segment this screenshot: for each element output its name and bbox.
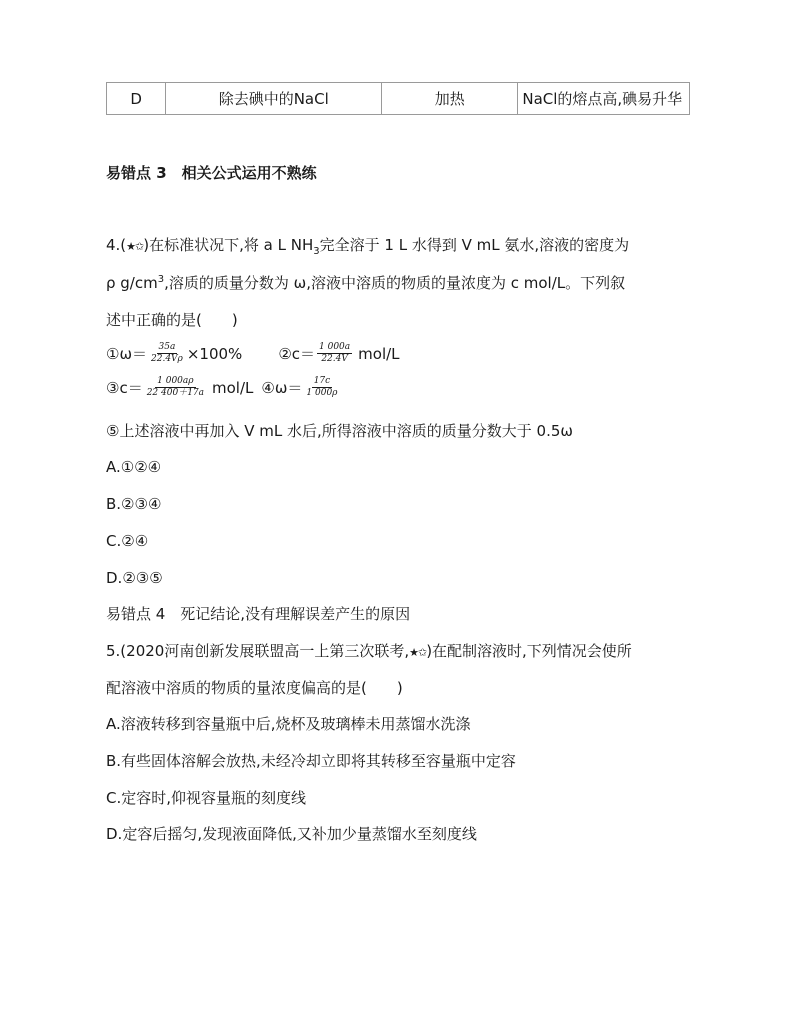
section3-heading: 易错点 3 相关公式运用不熟练 — [106, 164, 317, 182]
method-cell: 加热 — [382, 83, 518, 115]
row-label-cell: D — [107, 83, 166, 115]
q4-line2-a: ρ g/cm — [106, 274, 158, 292]
options-table — [106, 82, 690, 115]
q4-option-b[interactable]: B.②③④ — [106, 495, 162, 513]
cm3-superscript: 3 — [157, 274, 165, 285]
statement-row-1-2 — [106, 342, 400, 365]
q5-option-c[interactable]: C.定容时,仰视容量瓶的刻度线 — [106, 789, 307, 807]
q5-text-b: )在配制溶液时,下列情况会使所 — [426, 642, 632, 660]
statement-2-tail: mol/L — [358, 344, 400, 363]
statement-3-tail: mol/L — [212, 378, 254, 397]
statement-3-label: ③c＝ — [106, 379, 143, 397]
statement-1-tail: ×100% — [186, 344, 243, 363]
statement-5: ⑤上述溶液中再加入 V mL 水后,所得溶液中溶质的质量分数大于 0.5ω — [106, 422, 573, 440]
q4-text-a: )在标准状况下,将 a L NH — [143, 236, 314, 254]
q5-line2: 配溶液中溶质的物质的量浓度偏高的是( ) — [106, 679, 403, 697]
statement-1-fraction — [149, 342, 185, 365]
statement-row-3-4 — [106, 376, 341, 399]
q5-option-b[interactable]: B.有些固体溶解会放热,未经冷却立即将其转移至容量瓶中定容 — [106, 752, 516, 770]
reason-cell: NaCl的熔点高,碘易升华 — [518, 83, 690, 115]
fraction-numerator: 1 000aρ — [157, 376, 194, 386]
q5-text-a: 5.(2020河南创新发展联盟高一上第三次联考, — [106, 642, 410, 660]
statement-2-fraction — [317, 342, 352, 365]
difficulty-stars-icon: ★✩ — [126, 240, 144, 253]
fraction-numerator: 17c — [313, 376, 331, 386]
q5-line1 — [106, 640, 632, 661]
fraction-denominator: 22.4V — [321, 354, 348, 364]
fraction-denominator: 22 400＋17a — [146, 388, 205, 398]
q4-option-a[interactable]: A.①②④ — [106, 458, 162, 476]
q4-option-d[interactable]: D.②③⑤ — [106, 569, 163, 587]
fraction-numerator: 1 000a — [319, 342, 351, 352]
difficulty-stars-icon: ★✩ — [409, 646, 427, 659]
q4-line3: 述中正确的是( ) — [106, 311, 238, 329]
fraction-denominator: 22.4Vρ — [151, 354, 183, 364]
nh3-subscript: 3 — [313, 246, 320, 257]
fraction-numerator: 35a — [158, 342, 176, 352]
q5-option-d[interactable]: D.定容后摇匀,发现液面降低,又补加少量蒸馏水至刻度线 — [106, 825, 477, 843]
table-row — [107, 83, 690, 115]
statement-3-fraction — [145, 376, 206, 399]
q4-line2-b: ,溶质的质量分数为 ω,溶液中溶质的物质的量浓度为 c mol/L。下列叙 — [164, 274, 626, 292]
purpose-cell: 除去碘中的NaCl — [166, 83, 382, 115]
q4-text-b: 完全溶于 1 L 水得到 V mL 氨水,溶液的密度为 — [319, 236, 630, 254]
q5-option-a[interactable]: A.溶液转移到容量瓶中后,烧杯及玻璃棒未用蒸馏水洗涤 — [106, 715, 471, 733]
section4-heading: 易错点 4 死记结论,没有理解误差产生的原因 — [106, 605, 411, 623]
q4-line2 — [106, 272, 625, 293]
q4-number: 4.( — [106, 236, 127, 254]
q4-line1 — [106, 234, 629, 257]
fraction-denominator: 1 000ρ — [306, 388, 338, 398]
statement-4-label: ④ω＝ — [261, 379, 303, 397]
statement-1-label: ①ω＝ — [106, 345, 148, 363]
q4-option-c[interactable]: C.②④ — [106, 532, 149, 550]
statement-4-fraction — [304, 376, 339, 399]
statement-2-label: ②c＝ — [278, 345, 316, 363]
